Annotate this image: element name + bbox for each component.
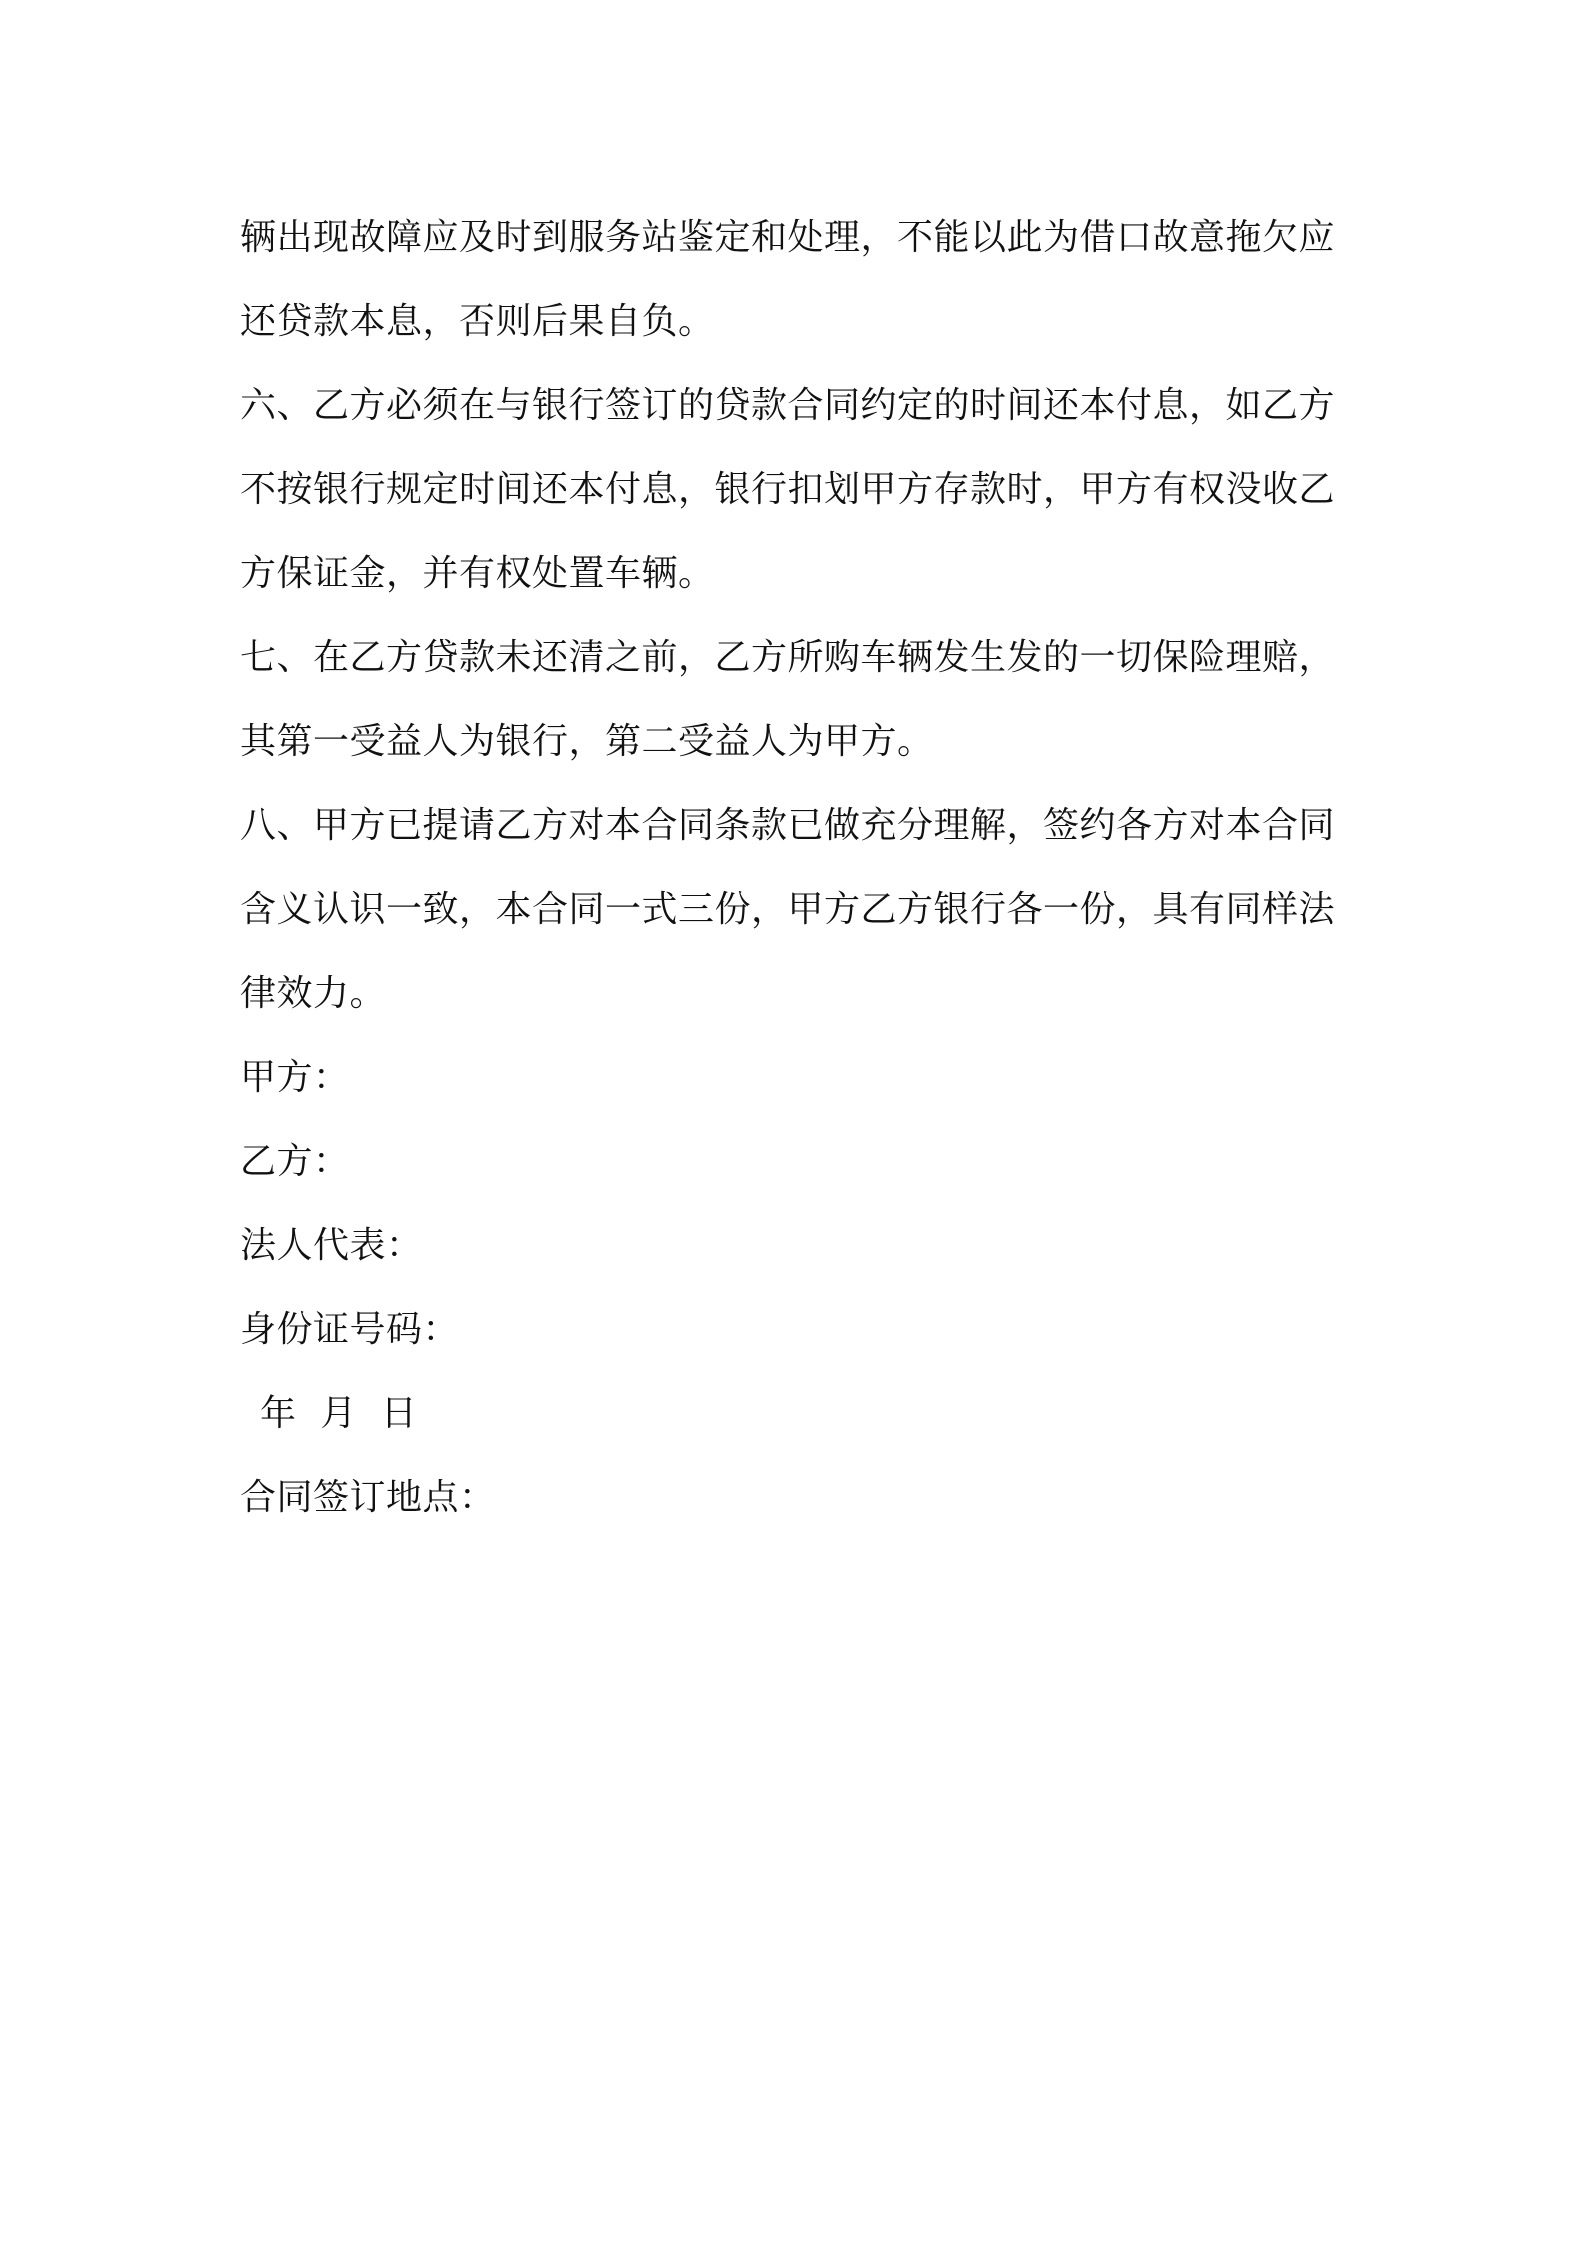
paragraph-line: 其第一受益人为银行，第二受益人为甲方。 [240,721,934,762]
paragraph-line: 方保证金，并有权处置车辆。 [240,553,715,594]
party-a-label: 甲方： [240,1057,350,1098]
party-b-label: 乙方： [240,1141,350,1182]
date-label: 年 月 日 [260,1393,418,1434]
paragraph-line: 辆出现故障应及时到服务站鉴定和处理，不能以此为借口故意拖欠应 [240,217,1336,258]
clause-seven-line: 七、在乙方贷款未还清之前，乙方所购车辆发生发的一切保险理赔， [240,637,1336,678]
id-number-label: 身份证号码： [240,1309,460,1350]
legal-rep-label: 法人代表： [240,1225,423,1266]
paragraph-line: 不按银行规定时间还本付息，银行扣划甲方存款时，甲方有权没收乙 [240,469,1336,510]
clause-eight-line: 八、甲方已提请乙方对本合同条款已做充分理解，签约各方对本合同 [240,805,1336,846]
clause-six-line: 六、乙方必须在与银行签订的贷款合同约定的时间还本付息，如乙方 [240,385,1336,426]
paragraph-line: 含义认识一致，本合同一式三份，甲方乙方银行各一份，具有同样法 [240,889,1336,930]
signing-location-label: 合同签订地点： [240,1477,496,1518]
paragraph-line: 律效力。 [240,973,387,1014]
document-body [240,196,1360,1540]
paragraph-line: 还贷款本息，否则后果自负。 [240,301,715,342]
